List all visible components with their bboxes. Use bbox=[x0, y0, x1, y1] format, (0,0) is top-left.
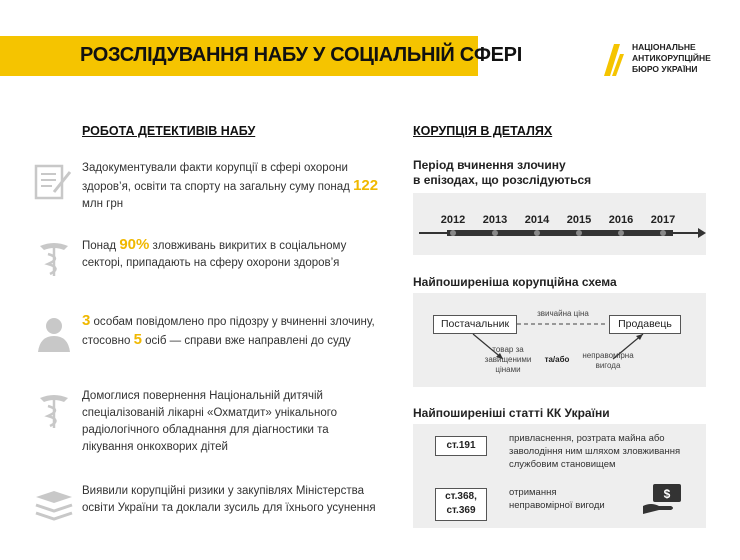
articles-heading: Найпоширеніші статті КК України bbox=[413, 406, 610, 420]
article-368-369-box bbox=[435, 488, 487, 521]
fact-text-3: 3 особам повідомлено про підозру у вчиненні злочину, стосовно 5 осіб — справи вже направлені до суду bbox=[82, 312, 375, 348]
title-banner bbox=[0, 36, 522, 76]
page-title: РОЗСЛІДУВАННЯ НАБУ У СОЦІАЛЬНІЙ СФЕРІ bbox=[80, 44, 522, 66]
timeline-year-2012: 2012 bbox=[440, 214, 466, 226]
benefit-label-line-1: неправомірна bbox=[582, 351, 634, 360]
article-369-label: ст.369 bbox=[446, 505, 476, 516]
article-368-label: ст.368, bbox=[445, 491, 477, 502]
fact-item-4 bbox=[32, 388, 382, 458]
article-191-description bbox=[509, 432, 704, 471]
fact-text-5: Виявили корупційні ризики у закупівлях Міністерства освіти України та доклали зусиль для їхнього усунення bbox=[82, 485, 376, 514]
timeline-tick-2015 bbox=[576, 230, 582, 236]
article-191-description-line-2: заволодіння ним шляхом зловживання bbox=[509, 446, 681, 457]
medical-caduceus-icon bbox=[32, 236, 76, 280]
left-section-heading: РОБОТА ДЕТЕКТИВІВ НАБУ bbox=[82, 124, 256, 138]
goods-label bbox=[477, 345, 539, 375]
timeline bbox=[413, 193, 706, 255]
fact-item-3 bbox=[32, 312, 382, 364]
goods-label-line-1: товар за bbox=[492, 345, 524, 354]
books-icon bbox=[32, 483, 76, 527]
timeline-tick-2017 bbox=[660, 230, 666, 236]
timeline-tick-2013 bbox=[492, 230, 498, 236]
seller-box: Продавець bbox=[609, 315, 681, 334]
supplier-box: Постачальник bbox=[433, 315, 517, 334]
fact-item-2 bbox=[32, 236, 382, 288]
period-heading-line-2: в епізодах, що розслідуються bbox=[413, 173, 592, 187]
logo-line-1: НАЦІОНАЛЬНЕ bbox=[632, 42, 696, 52]
scheme-panel bbox=[413, 293, 706, 387]
scheme-heading: Найпоширеніша корупційна схема bbox=[413, 275, 617, 289]
articles-panel bbox=[413, 424, 706, 528]
svg-text:$: $ bbox=[663, 487, 671, 501]
article-191-description-line-1: привласнення, розтрата майна або bbox=[509, 433, 665, 444]
medical-caduceus-icon bbox=[32, 388, 76, 432]
benefit-label bbox=[573, 351, 643, 371]
goods-label-line-3: цінами bbox=[495, 365, 521, 374]
period-heading bbox=[413, 158, 591, 188]
scheme-arrows bbox=[413, 293, 706, 387]
timeline-tick-2012 bbox=[450, 230, 456, 236]
fact-text-4: Домоглися повернення Національній дитячій спеціалізованій лікарні «Охматдит» унікального радіологічного обладнання для діагностики та лікування онкохворих дітей bbox=[82, 390, 338, 453]
article-191-description-line-3: службовим становищем bbox=[509, 459, 616, 470]
fact-text-1: Задокументували факти корупції в сфері охорони здоров’я, освіти та спорту на загальну суму понад 122 млн грн bbox=[82, 162, 379, 210]
article-368-369-description-line-1: отримання bbox=[509, 487, 557, 498]
right-section-heading: КОРУПЦІЯ В ДЕТАЛЯХ bbox=[413, 124, 553, 138]
money-hand-icon bbox=[641, 482, 685, 516]
timeline-year-2014: 2014 bbox=[524, 214, 550, 226]
normal-price-label: звичайна ціна bbox=[537, 309, 589, 318]
logo-text bbox=[632, 42, 711, 75]
goods-label-line-2: завищеними bbox=[484, 355, 532, 364]
timeline-tick-2016 bbox=[618, 230, 624, 236]
logo-line-2: АНТИКОРУПЦІЙНЕ bbox=[632, 53, 711, 63]
person-icon bbox=[32, 312, 76, 356]
article-368-369-description-line-2: неправомірної вигоди bbox=[509, 500, 605, 511]
and-or-label: та/або bbox=[544, 355, 570, 364]
timeline-panel bbox=[413, 193, 706, 255]
benefit-label-line-2: вигода bbox=[595, 361, 621, 370]
timeline-arrow-icon bbox=[698, 228, 706, 238]
timeline-year-2015: 2015 bbox=[566, 214, 592, 226]
timeline-year-2017: 2017 bbox=[650, 214, 676, 226]
nabu-logo bbox=[600, 40, 730, 80]
period-heading-line-1: Період вчинення злочину bbox=[413, 158, 566, 172]
timeline-period-bar bbox=[447, 230, 673, 236]
fact-item-5 bbox=[32, 483, 382, 535]
nabu-logo-icon bbox=[600, 42, 626, 76]
timeline-tick-2014 bbox=[534, 230, 540, 236]
logo-line-3: БЮРО УКРАЇНИ bbox=[632, 64, 698, 74]
timeline-year-2013: 2013 bbox=[482, 214, 508, 226]
timeline-year-2016: 2016 bbox=[608, 214, 634, 226]
document-pen-icon bbox=[32, 160, 76, 204]
fact-text-2: Понад 90% зловживань викритих в соціальному секторі, припадають на сферу охорони здоров’я bbox=[82, 236, 347, 269]
fact-item-1 bbox=[32, 160, 382, 212]
article-191-box: ст.191 bbox=[435, 436, 487, 456]
article-368-369-description bbox=[509, 486, 639, 512]
